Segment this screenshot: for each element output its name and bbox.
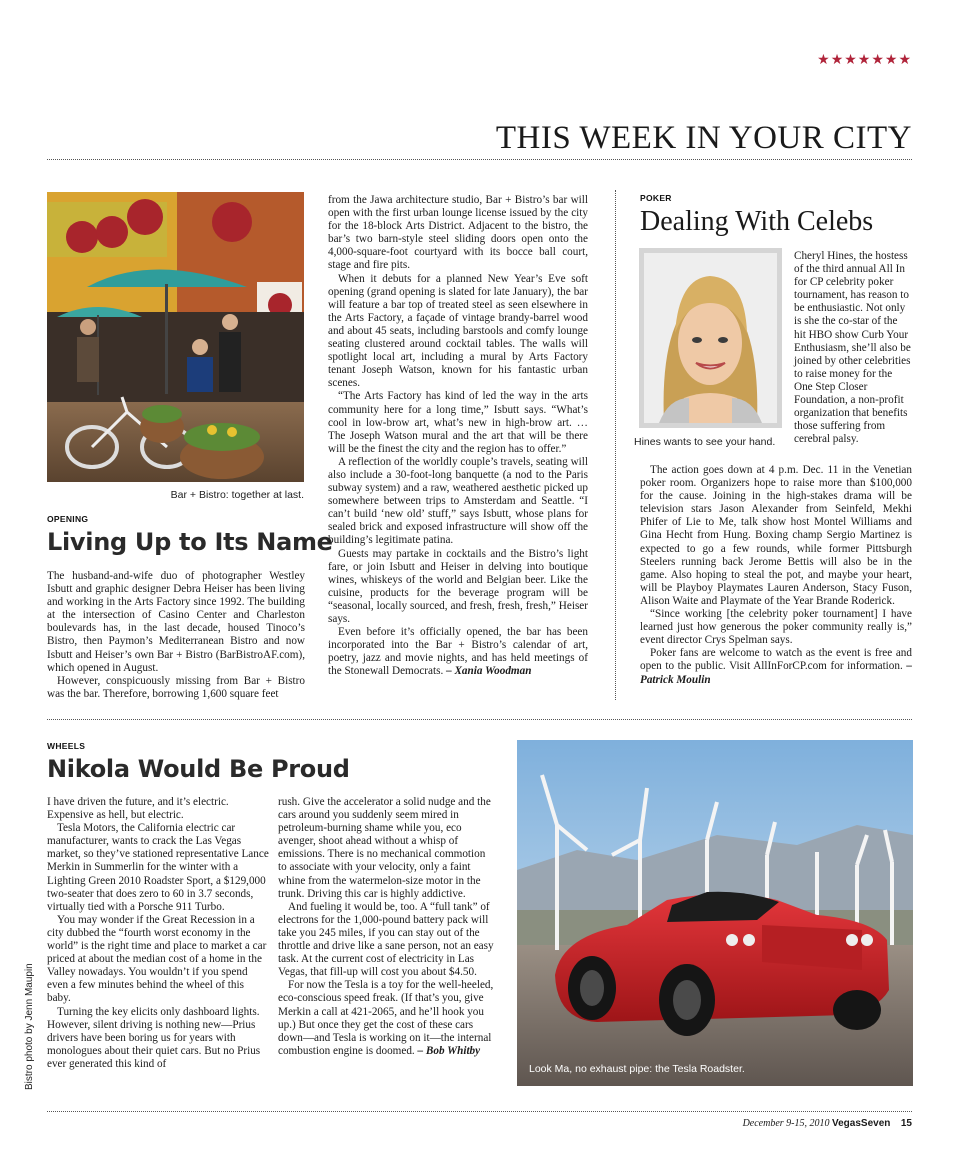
paragraph: rush. Give the accelerator a solid nudge and the cars around you suddenly seem mired in petroleum-burning shame while you, eco avenger, shoot ahead without a whisp of emissions. There is no mechanical commotion to associate with your velocity, only a faint whine from the watermelon-size motor in the trunk. Driving this car is highly addictive. — [278, 796, 491, 900]
paragraph: However, conspicuously missing from Bar + Bistro was the bar. Therefore, borrowing 1,600 square feet — [47, 674, 305, 700]
paragraph: The action goes down at 4 p.m. Dec. 11 in the Venetian poker room. Organizers hope to raise more than $100,000 for the cause. Joining in the high-stakes drama will be television stars Jason Alexander from Seinfeld, Mekhi Phifer of Lie to Me, talk show host Montel Williams and Gina Hecht from Hung. Boxing champ Sergio Martinez is expected to go a few rounds, while former Pittsburgh Steelers running back Jerome Bettis will also be in the game. Also hoping to steal the pot, and maybe your heart, will be Playboy Playmates Lauren Anderson, Stacy Fuson, Alison Waite and Playmate of the Year Brande Roderick. — [640, 464, 912, 607]
article-body-col1 — [47, 570, 305, 701]
photo-caption: Bar + Bistro: together at last. — [170, 489, 304, 501]
article-body-col1 — [47, 796, 269, 1071]
section-title: THIS WEEK IN YOUR CITY — [495, 120, 912, 156]
byline: – Patrick Moulin — [640, 660, 912, 686]
paragraph: Poker fans are welcome to watch as the event is free and open to the public. Visit AllInForCP.com for information. — [640, 647, 912, 673]
column-divider — [615, 190, 616, 700]
article-headline: Nikola Would Be Proud — [47, 755, 350, 783]
paragraph: I have driven the future, and it’s electric. Expensive as hell, but electric. — [47, 796, 229, 822]
section-kicker: OPENING — [47, 514, 89, 524]
article-side-text — [794, 250, 912, 446]
page-footer — [743, 1118, 912, 1129]
article-body-col2 — [328, 194, 588, 678]
magazine-brand: VegasSeven — [832, 1118, 891, 1129]
bar-bistro-photo — [47, 192, 304, 482]
article-headline: Living Up to Its Name — [47, 528, 333, 556]
paragraph: Even before it’s officially opened, the bar has been incorporated into the Bar + Bistro’s calendar of art, poetry, jazz and movie nights, and has held meetings of the Stonewall Democrats. — [328, 626, 588, 678]
paragraph: “Since working [the celebrity poker tournament] I have learned just how generous the poker community really is,” event director Crys Spelman says. — [640, 608, 912, 647]
paragraph: from the Jawa architecture studio, Bar + Bistro’s bar will open with the first urban lounge license issued by the city for the 18-block Arts District. Adjacent to the bistro, the bar’s two barn-style steel sliding doors open onto the 4,000-square-foot courtyard with its bocce ball court, stage and fire pits. — [328, 194, 588, 272]
section-rule — [47, 719, 912, 720]
photo-caption: Hines wants to see your hand. — [634, 436, 776, 448]
byline: – Xania Woodman — [446, 665, 532, 678]
paragraph: Tesla Motors, the California electric car manufacturer, wants to crack the Las Vegas market, so they’ve stationed representative Lance Merkin in Summerlin for the winter with a Lighting Green 2010 Roadster Sport, a $129,000 two-seater that does zero to 60 in 3.7 seconds, virtually tied with a Porsche 911 Turbo. — [47, 822, 269, 913]
paragraph: When it debuts for a planned New Year’s Eve soft opening (grand opening is slated for late January), the bar will feature a bar top of treated steel as seen elsewhere in the Arts Factory, a façade of vintage brandy-barrel wood and about 45 seats, including barstools and comfy lounge seating clustered around cocktail tables. The walls will spotlight local art, including a mural by Arts Factory tenant Joseph Watson, known for his fantastic urban scenes. — [328, 272, 588, 390]
paragraph: Turning the key elicits only dashboard lights. However, silent driving is nothing new—Prius drivers have been boring us for years with monologues about their quiet cars. But no Prius ever generated this kind of — [47, 1005, 261, 1070]
cheryl-hines-photo — [639, 248, 782, 428]
article-body-col2 — [278, 796, 496, 1058]
byline: – Bob Whitby — [417, 1044, 481, 1057]
paragraph: “The Arts Factory has kind of led the way in the arts community here for a long time,” Isbutt says. “What’s cool in low-brow art, what’s new in high-brow art. … The Joseph Watson mural and the art that will be there will be the finest the city and the region has to offer.” — [328, 390, 588, 455]
footer-rule — [47, 1111, 912, 1112]
section-kicker: POKER — [640, 193, 672, 203]
stars-ornament: ★★★★★★★ — [817, 52, 912, 68]
header-rule — [47, 159, 912, 160]
photo-credit: Bistro photo by Jenn Maupin — [24, 963, 35, 1090]
tesla-roadster-photo — [517, 740, 913, 1086]
photo-caption: Look Ma, no exhaust pipe: the Tesla Roadster. — [529, 1063, 745, 1075]
issue-date: December 9-15, 2010 — [742, 1118, 830, 1129]
article-body — [640, 464, 912, 687]
page-number: 15 — [900, 1118, 912, 1129]
section-kicker: WHEELS — [47, 741, 86, 751]
paragraph: Guests may partake in cocktails and the Bistro’s light fare, or join Isbutt and Heiser in delving into boutique wines, whiskeys of the world and Belgian beer. Like the cuisine, products for the beverage program will be “seasonal, locally sourced, and fresh, fresh, fresh,” Heiser says. — [328, 547, 588, 625]
paragraph: And fueling it would be, too. A “full tank” of electrons for the 1,000-pound battery pack will take you 245 miles, if you can stay out of the throttle and drive like a sane person, not an easy task. At the current cost of electricity in Las Vegas, that fill-up will cost you about $4.50. — [278, 900, 494, 979]
paragraph: Cheryl Hines, the hostess of the third annual All In for CP celebrity poker tournament, has reason to be enthusiastic. Not only is she the co-star of the hit HBO show Curb Your Enthusiasm, she’ll also be joined by other celebrities to raise money for the One Step Closer Foundation, a non-profit organization that benefits those suffering from cerebral palsy. — [794, 250, 911, 446]
paragraph: A reflection of the worldly couple’s travels, seating will also include a 30-foot-long banquette (a nod to the Paris subway system) and a raw, weathered aesthetic picked up somewhere between trips to Amsterdam and Seattle. “I can’t build ‘new old’ stuff,” says Isbutt, whose plans for sealed brick and exposed infrastructure will show off the building’s legitimate patina. — [328, 455, 588, 547]
paragraph: The husband-and-wife duo of photographer Westley Isbutt and graphic designer Debra Heiser has been living and working in the Arts Factory since 1992. The building at the intersection of Casino Center and Charleston boulevards has, in the last decade, housed Tinoco’s Bistro, then Paymon’s Mediterranean Bistro and now Isbutt and Heiser’s own Bar + Bistro (BarBistroAF.com), which opened in August. — [47, 570, 305, 674]
article-headline: Dealing With Celebs — [640, 206, 874, 237]
paragraph: You may wonder if the Great Recession in a city dubbed the “fourth worst economy in the world” is the right time and place to market a car priced at about the median cost of a home in the Valley nowadays. You wouldn’t if you spend even a few minutes behind the wheel of this baby. — [47, 913, 267, 1005]
paragraph: For now the Tesla is a toy for the well-heeled, eco-conscious speed freak. (If that’s you, give Merkin a call at 421-2065, and he’ll hook you up.) But once they get the cost of these cars down—and Tesla is working on it—the internal combustion engine is doomed. — [278, 979, 494, 1057]
